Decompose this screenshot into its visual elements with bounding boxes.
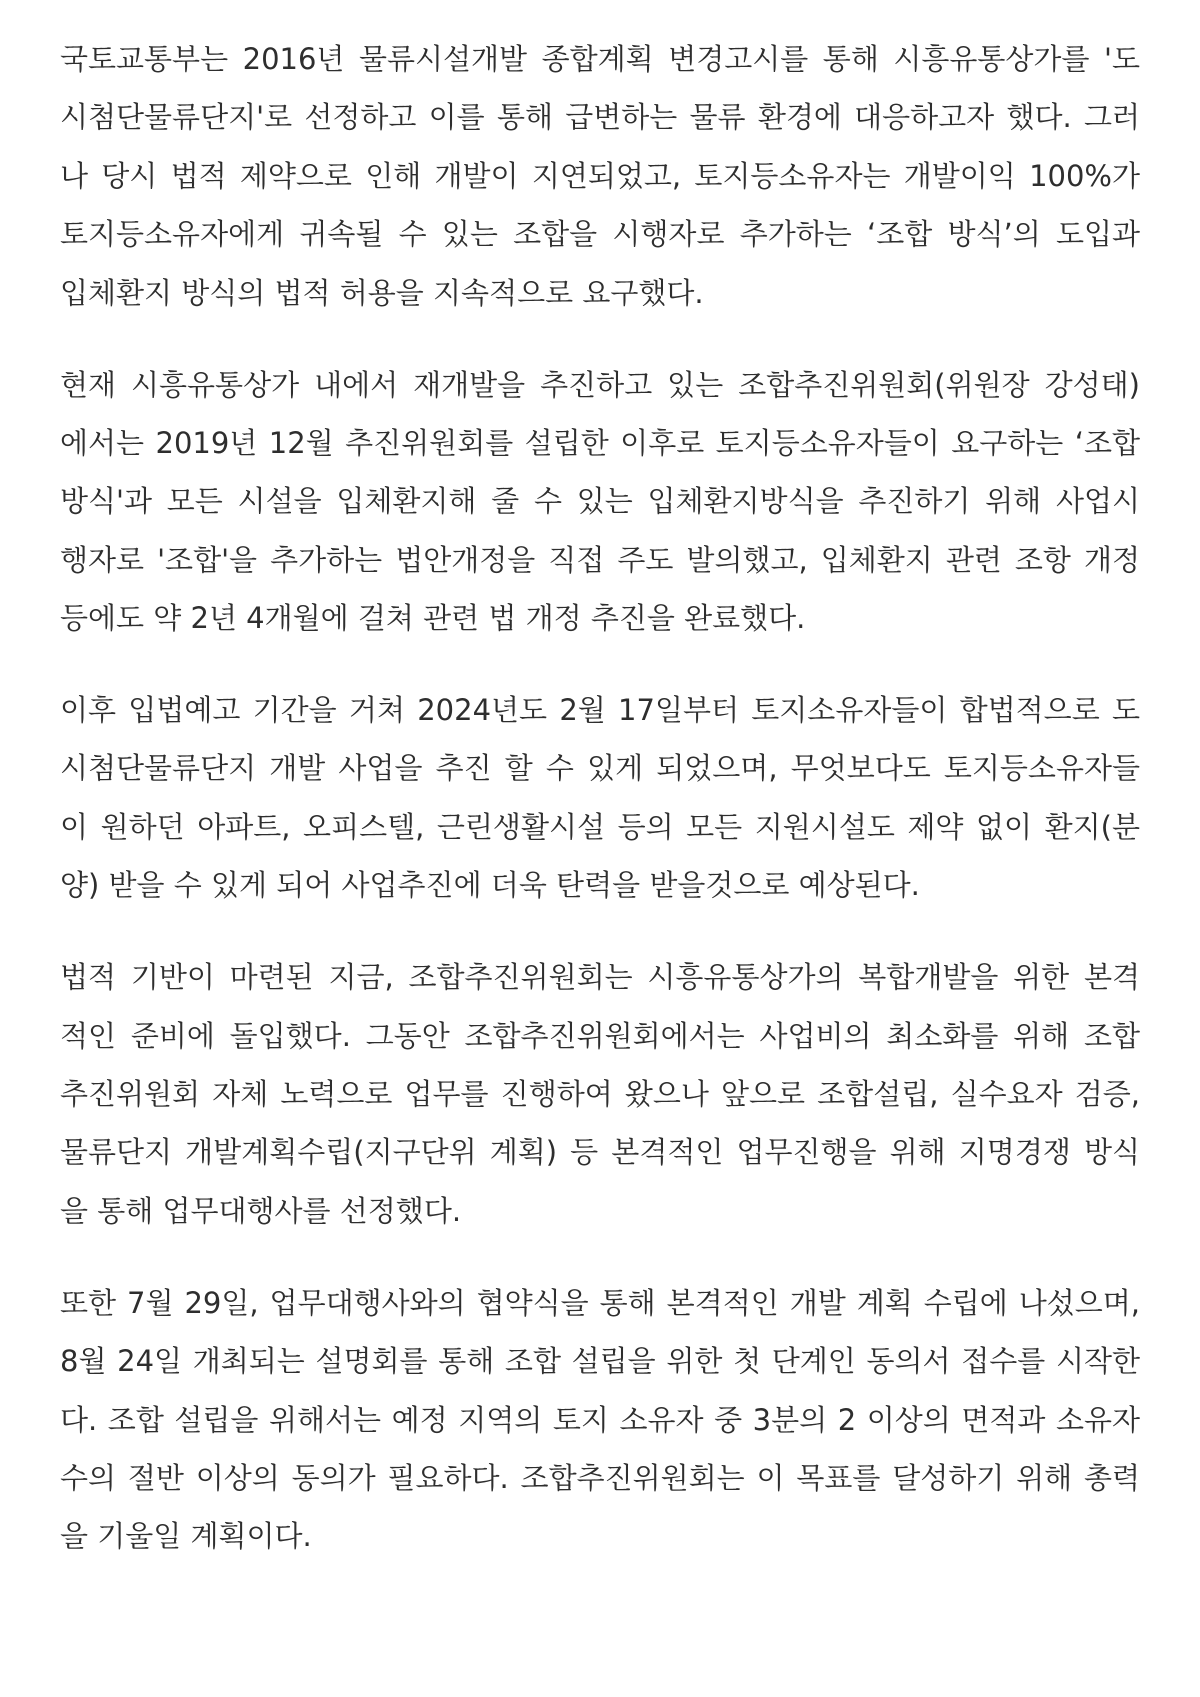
paragraph-gap bbox=[60, 1240, 1140, 1274]
text-line: 행자로 '조합'을 추가하는 법안개정을 직접 주도 발의했고, 입체환지 관련 조항 개정 bbox=[60, 542, 1140, 577]
text-line: 법적 기반이 마련된 지금, 조합추진위원회는 시흥유통상가의 복합개발을 위한 본격 bbox=[60, 960, 1140, 995]
paragraph-gap bbox=[60, 648, 1140, 682]
text-line: 또한 7월 29일, 업무대행사와의 협약식을 통해 본격적인 개발 계획 수립에 나섰으며, bbox=[60, 1285, 1140, 1320]
text-line: 적인 준비에 돌입했다. 그동안 조합추진위원회에서는 사업비의 최소화를 위해 조합 bbox=[60, 1018, 1140, 1053]
text-line: 토지등소유자에게 귀속될 수 있는 조합을 시행자로 추가하는 ‘조합 방식’의 도입과 bbox=[60, 217, 1140, 252]
text-line: 다. 조합 설립을 위해서는 예정 지역의 토지 소유자 중 3분의 2 이상의 면적과 소유자 bbox=[60, 1402, 1140, 1437]
text-line: 을 기울일 계획이다. bbox=[60, 1519, 312, 1554]
paragraph-gap bbox=[60, 915, 1140, 949]
text-line: 시첨단물류단지'로 선정하고 이를 통해 급변하는 물류 환경에 대응하고자 했다. 그러 bbox=[60, 100, 1140, 135]
text-line: 8월 24일 개최되는 설명회를 통해 조합 설립을 위한 첫 단계인 동의서 접수를 시작한 bbox=[60, 1344, 1140, 1379]
text-line: 양) 받을 수 있게 되어 사업추진에 더욱 탄력을 받을것으로 예상된다. bbox=[60, 868, 920, 903]
text-line: 수의 절반 이상의 동의가 필요하다. 조합추진위원회는 이 목표를 달성하기 위해 총력 bbox=[60, 1460, 1140, 1495]
paragraph-3 bbox=[60, 681, 1140, 915]
text-line: 국토교통부는 2016년 물류시설개발 종합계획 변경고시를 통해 시흥유통상가를 '도 bbox=[60, 42, 1140, 76]
text-line: 입체환지 방식의 법적 허용을 지속적으로 요구했다. bbox=[60, 275, 704, 310]
text-line: 에서는 2019년 12월 추진위원회를 설립한 이후로 토지등소유자들이 요구하는 ‘조합 bbox=[60, 425, 1140, 460]
text-line: 물류단지 개발계획수립(지구단위 계획) 등 본격적인 업무진행을 위해 지명경쟁 방식 bbox=[60, 1135, 1140, 1170]
text-line: 나 당시 법적 제약으로 인해 개발이 지연되었고, 토지등소유자는 개발이익 100%가 bbox=[60, 158, 1140, 193]
text-line: 을 통해 업무대행사를 선정했다. bbox=[60, 1193, 462, 1228]
text-line: 추진위원회 자체 노력으로 업무를 진행하여 왔으나 앞으로 조합설립, 실수요자 검증, bbox=[60, 1077, 1140, 1112]
paragraph-5 bbox=[60, 1274, 1140, 1566]
paragraph-4 bbox=[60, 948, 1140, 1240]
paragraph-2 bbox=[60, 356, 1140, 648]
article-body bbox=[60, 30, 1140, 1566]
text-line: 이 원하던 아파트, 오피스텔, 근린생활시설 등의 모든 지원시설도 제약 없이 환지(분 bbox=[60, 809, 1140, 844]
paragraph-gap bbox=[60, 322, 1140, 356]
text-line: 방식'과 모든 시설을 입체환지해 줄 수 있는 입체환지방식을 추진하기 위해 사업시 bbox=[60, 484, 1140, 519]
text-line: 등에도 약 2년 4개월에 걸쳐 관련 법 개정 추진을 완료했다. bbox=[60, 601, 806, 636]
text-line: 이후 입법예고 기간을 거쳐 2024년도 2월 17일부터 토지소유자들이 합법적으로 도 bbox=[60, 693, 1140, 728]
text-line: 시첨단물류단지 개발 사업을 추진 할 수 있게 되었으며, 무엇보다도 토지등소유자들 bbox=[60, 751, 1140, 786]
paragraph-1 bbox=[60, 30, 1140, 322]
text-line: 현재 시흥유통상가 내에서 재개발을 추진하고 있는 조합추진위원회(위원장 강성태) bbox=[60, 367, 1140, 402]
